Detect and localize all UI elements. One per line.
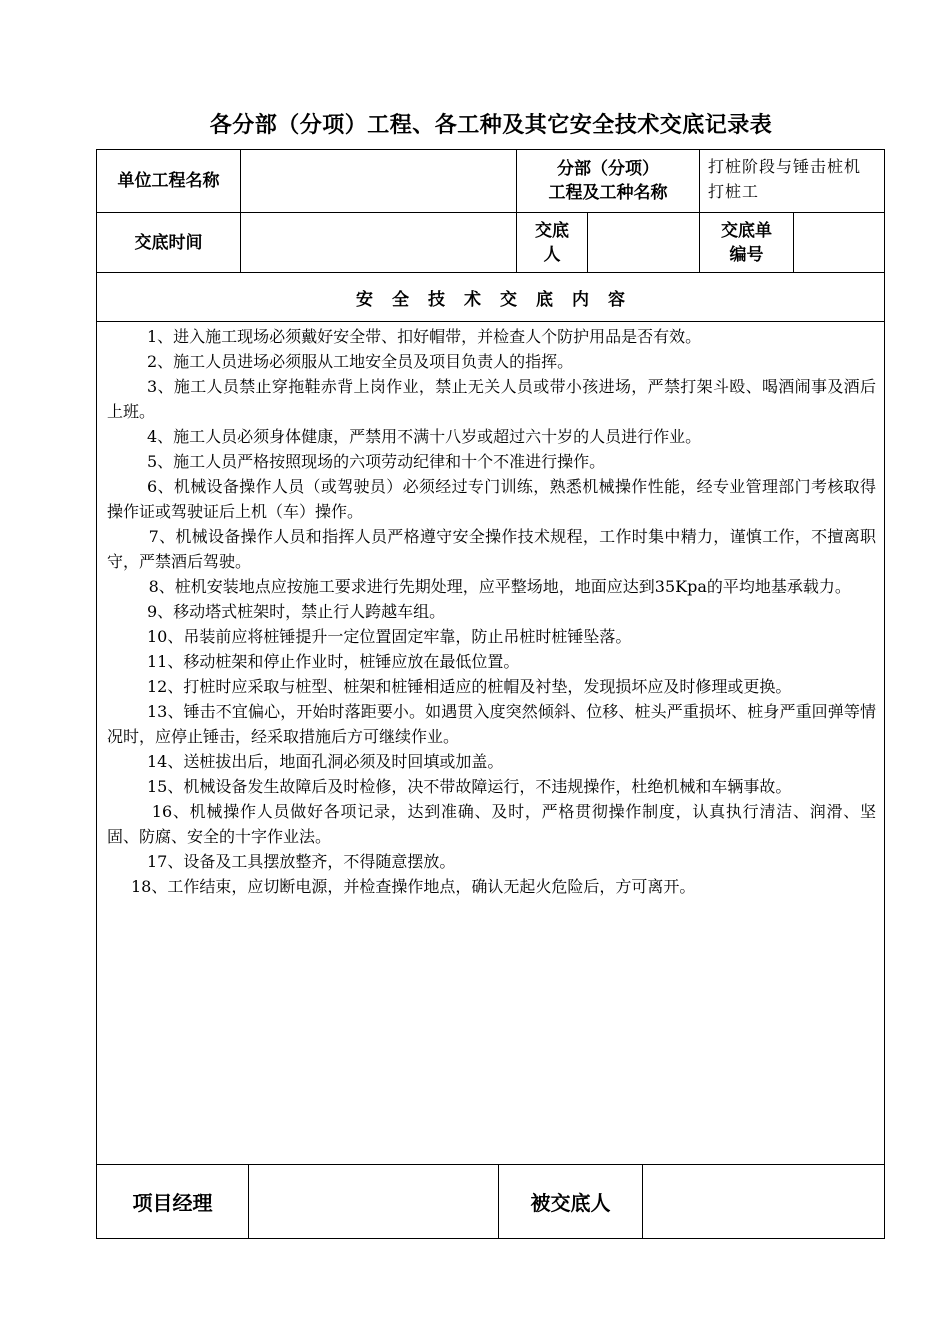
list-item: 4、施工人员必须身体健康，严禁用不满十八岁或超过六十岁的人员进行作业。	[147, 427, 702, 446]
presenter-label	[516, 212, 588, 273]
list-item: 13、锤击不宜偏心，开始时落距要小。如遇贯入度突然倾斜、位移、桩头严重损坏、桩身严重回弹等情况时，应停止锤击，经采取措施后方可继续作业。	[107, 702, 876, 746]
recipient-value[interactable]	[642, 1164, 885, 1239]
sub-project-value[interactable]: 打桩阶段与锤击桩机打桩工	[699, 149, 885, 213]
section-title	[96, 272, 885, 322]
list-item: 5、施工人员严格按照现场的六项劳动纪律和十个不准进行操作。	[147, 452, 606, 471]
form-number-label-line2: 编号	[729, 244, 764, 265]
list-item: 9、移动塔式桩架时，禁止行人跨越车组。	[147, 602, 446, 621]
list-item: 14、送桩拔出后，地面孔洞必须及时回填或加盖。	[147, 752, 504, 771]
date-value[interactable]	[240, 212, 517, 273]
recipient-label	[498, 1164, 643, 1239]
unit-project-value[interactable]	[240, 149, 517, 213]
safety-content	[96, 321, 885, 1165]
recipient-label-text: 被交底人	[530, 1191, 611, 1215]
date-label	[96, 212, 241, 273]
presenter-label-line1: 交底	[535, 220, 569, 241]
list-item: 7、机械设备操作人员和指挥人员严格遵守安全操作技术规程，工作时集中精力，谨慎工作，不擅离职守，严禁酒后驾驶。	[107, 527, 876, 571]
form-number-label	[699, 212, 794, 273]
project-manager-value[interactable]	[248, 1164, 499, 1239]
form-title: 各分部（分项）工程、各工种及其它安全技术交底记录表	[209, 112, 773, 138]
sub-project-label-line1: 分部（分项）	[557, 159, 659, 179]
list-item: 12、打桩时应采取与桩型、桩架和桩锤相适应的桩帽及衬垫，发现损坏应及时修理或更换。	[147, 677, 792, 696]
list-item: 1、进入施工现场必须戴好安全带、扣好帽带，并检查人个防护用品是否有效。	[147, 327, 702, 346]
sub-project-label	[516, 149, 700, 213]
form-number-value[interactable]	[793, 212, 885, 273]
list-item: 6、机械设备操作人员（或驾驶员）必须经过专门训练，熟悉机械操作性能，经专业管理部门考核取得操作证或驾驶证后上机（车）操作。	[107, 477, 876, 521]
unit-project-label-text: 单位工程名称	[117, 171, 220, 191]
project-manager-label	[96, 1164, 249, 1239]
list-item: 15、机械设备发生故障后及时检修，决不带故障运行，不违规操作，杜绝机械和车辆事故。	[147, 777, 792, 796]
list-item: 18、工作结束，应切断电源，并检查操作地点，确认无起火危险后，方可离开。	[131, 877, 696, 896]
list-item: 11、移动桩架和停止作业时，桩锤应放在最低位置。	[147, 652, 520, 671]
list-item: 3、施工人员禁止穿拖鞋赤背上岗作业，禁止无关人员或带小孩进场，严禁打架斗殴、喝酒闹事及酒后上班。	[107, 377, 876, 421]
unit-project-label	[96, 149, 241, 213]
list-item: 8、桩机安装地点应按施工要求进行先期处理，应平整场地，地面应达到35Kpa的平均地基承载力。	[148, 577, 851, 596]
list-item: 16、机械操作人员做好各项记录，达到准确、及时，严格贯彻操作制度，认真执行清洁、润滑、坚固、防腐、安全的十字作业法。	[107, 802, 876, 846]
list-item: 10、吊装前应将桩锤提升一定位置固定牢靠，防止吊桩时桩锤坠落。	[147, 627, 632, 646]
section-title-text: 安全技术交底内容	[356, 289, 644, 310]
form-number-label-line1: 交底单	[721, 220, 772, 241]
project-manager-label-text: 项目经理	[132, 1191, 213, 1215]
date-label-text: 交底时间	[134, 232, 203, 253]
sub-project-label-line2: 工程及工种名称	[548, 183, 668, 203]
list-item: 17、设备及工具摆放整齐，不得随意摆放。	[147, 852, 456, 871]
list-item: 2、施工人员进场必须服从工地安全员及项目负责人的指挥。	[147, 352, 574, 371]
presenter-value[interactable]	[587, 212, 700, 273]
presenter-label-line2: 人	[543, 244, 561, 265]
